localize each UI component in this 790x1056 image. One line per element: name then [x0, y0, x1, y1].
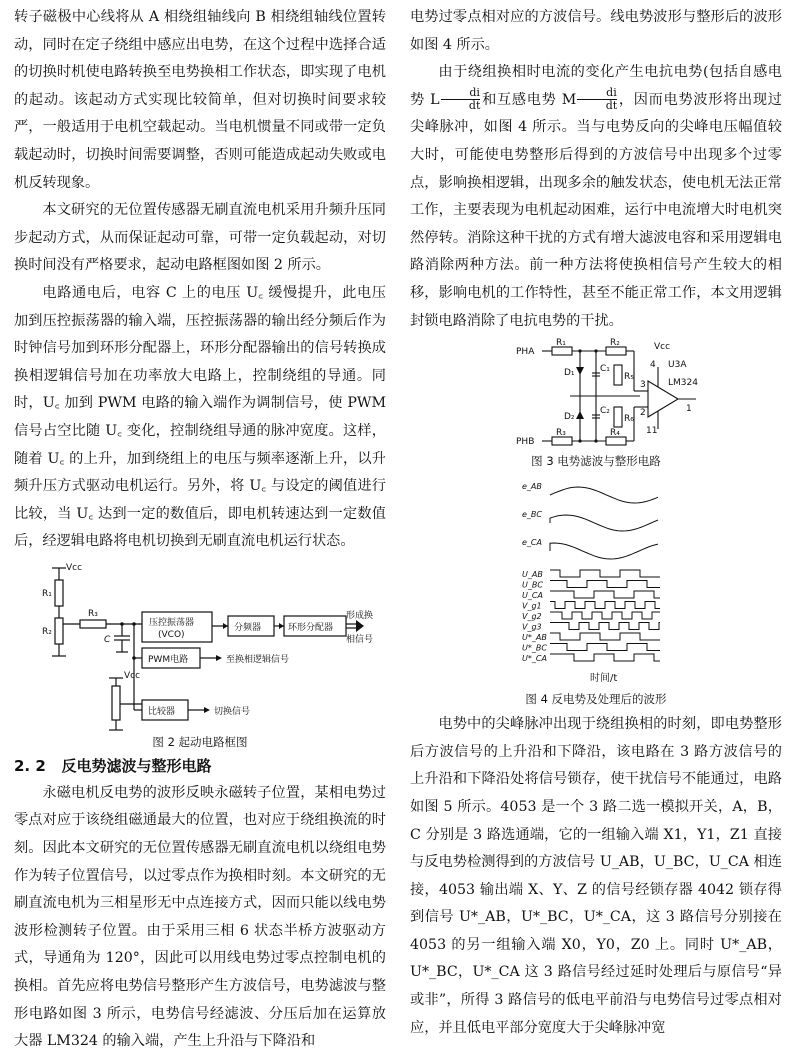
right-column	[410, 4, 782, 1042]
fraction	[441, 87, 481, 112]
waveform-label: U_AB	[522, 570, 543, 580]
time-axis-label: 时间/t	[590, 673, 618, 685]
pin-3-label: 3	[640, 380, 646, 391]
waveform-trace	[550, 654, 660, 661]
waveform-trace	[550, 581, 660, 588]
pin-2-label: 2	[640, 408, 646, 419]
waveform-label: e_AB	[522, 482, 542, 492]
text-run: ，因而电势波形将出现过尖峰脉冲，如图 4 所示。当与电势反向的尖峰电压幅值较大时，可能使电势整形后得到的方波信号中出现多个过零点，影响换相逻辑，出现多余的触发状态，使电机无法正常工作，主要表现为电机起动困难，运行中电流增大时电机突然停转。消除这种干扰的方式有增大滤波电容和采用逻辑电路消除两种方法。前一种方法将使换相信号产生较大的相移，影响电机的工作特性，甚至不能正常工作，本文用逻辑封锁电路消除了电抗电势的干扰。	[410, 91, 782, 329]
section-title: 反电势滤波与整形电路	[61, 756, 212, 775]
vco-sub-label: (VCO)	[158, 629, 185, 640]
comparator-label: 比较器	[148, 706, 176, 717]
fraction-numerator: di	[441, 87, 481, 100]
waveform-trace	[550, 623, 660, 630]
r4-label: R₄	[610, 428, 620, 439]
figure-4	[410, 475, 782, 711]
output-label-line2: 相信号	[346, 634, 374, 645]
paragraph: 电势中的尖峰脉冲出现于绕组换相的时刻，即电势整形后方波信号的上升沿和下降沿，该电路在 3 路方波信号的上升沿和下降沿处将信号锁存，使干扰信号不能通过，电路如图 5 所示。4053 是一个 3 路二选一模拟开关，A，B，C 分别是 3 路选通端，它的一组输入端 X1，Y1，Z1 直接与反电势检测得到的方波信号 U_AB，U_BC，U_CA 相连接，4053 输出端 X、Y、Z 的信号经锁存器 4042 锁存得到信号 U*_AB，U*_BC，U*_CA，这 3 路信号分别接在 4053 的另一组输入端 X0，Y0，Z0 上。同时 U*_AB，U*_BC，U*_CA 这 3 路信号经过延时处理后与原信号“异或非”，所得 3 路信号的低电平前沿与电势信号过零点相对应，并且低电平部分宽度大于尖峰脉冲宽	[410, 716, 782, 1036]
vco-label: 压控振荡器	[149, 617, 195, 628]
vcc2-label: Vcc	[124, 670, 141, 681]
r1-label: R₁	[42, 588, 52, 599]
waveform-label: U_BC	[522, 580, 543, 590]
figure-3-caption: 图 3 电势滤波与整形电路	[531, 454, 661, 469]
waveform-trace	[550, 591, 660, 598]
paragraph: 本文研究的无位置传感器无刷直流电机采用升频升压同步起动方式，从而保证起动可靠，可带一定负载起动，对切换时间没有严格要求，起动电路框图如图 2 所示。	[14, 202, 386, 274]
filter-shaping-circuit	[410, 337, 782, 455]
paragraph: 转子磁极中心线将从 A 相绕组轴线向 B 相绕组轴线位置转动，同时在定子绕组中感应出电势，在这个过程中选择合适的切换时机使电路转换至电势换相工作状态，即实现了电机的起动。该起动方式实现比较简单，但对切换时间要求较严，一般适用于电机空载起动。当电机惯量不同或带一定负载起动时，切换时间需要调整，否则可能造成起动失败或电机反转现象。	[14, 9, 386, 191]
waveform-plot	[410, 475, 782, 685]
waveform-label: U*_BC	[522, 643, 547, 653]
waveform-label: e_BC	[522, 510, 542, 520]
chip-label: U3A	[668, 360, 687, 371]
waveform-label: e_CA	[522, 538, 542, 548]
paragraph: 电路通电后，电容 C 上的电压 U꜀ 缓慢提升，此电压加到压控振荡器的输入端，压控振荡器的输出经分频后作为时钟信号加到环形分配器上，环形分配器输出的信号转换成换相逻辑信号加在功率放大电路上，控制绕组的导通。同时，U꜀ 加到 PWM 电路的输入端作为调制信号，使 PWM 信号占空比随 U꜀ 变化，控制绕组导通的脉冲宽度。这样，随着 U꜀ 的上升，加到绕组上的电压与频率逐渐上升，以升频升压方式驱动电机运行。另外，将 U꜀ 与设定的阈值进行比较，当 U꜀ 达到一定的数值后，即电机转速达到一定数值后，经逻辑电路将电机切换到无刷直流电机运行状态。	[14, 284, 386, 550]
vcc-label: Vcc	[654, 342, 671, 353]
waveform-label: V_g1	[522, 601, 542, 611]
waveform-label: U_CA	[522, 591, 543, 601]
waveform-trace	[550, 515, 658, 531]
figure-4-caption: 图 4 反电势及处理后的波形	[525, 692, 667, 707]
output-label-line1: 形成换	[346, 610, 374, 621]
waveform-trace	[550, 543, 658, 559]
startup-circuit-diagram	[14, 560, 386, 736]
fraction	[577, 87, 617, 112]
ring-distributor-label: 环形分配器	[288, 622, 334, 633]
r6-label: R₆	[624, 414, 634, 425]
waveform-trace	[550, 633, 660, 640]
d1-label: D₁	[564, 368, 575, 379]
waveform-trace	[550, 644, 660, 651]
waveform-label: V_g3	[522, 622, 542, 632]
paragraph: 电势过零点相对应的方波信号。线电势波形与整形后的波形如图 4 所示。	[410, 9, 782, 53]
comparator-output-label: 切换信号	[214, 706, 251, 717]
waveform-label: U*_CA	[522, 654, 547, 664]
r2-label: R₂	[610, 338, 620, 349]
section-number: 2. 2	[14, 756, 46, 775]
r1-label: R₁	[556, 338, 566, 349]
waveform-label: V_g2	[522, 612, 542, 622]
waveform-label: U*_AB	[522, 633, 547, 643]
r5-label: R₅	[624, 372, 634, 383]
pwm-label: PWM电路	[148, 654, 189, 665]
r3-label: R₃	[88, 608, 98, 619]
divider-label: 分频器	[234, 622, 262, 633]
opamp-label: LM324	[668, 378, 698, 389]
left-column	[14, 4, 386, 1056]
waveform-trace	[550, 612, 660, 619]
fraction-numerator: di	[577, 87, 617, 100]
waveform-trace	[550, 487, 658, 503]
r3-label: R₃	[556, 428, 566, 439]
waveform-trace	[550, 602, 660, 609]
pin-1-label: 1	[686, 404, 692, 415]
capacitor-label: C	[104, 634, 111, 645]
paragraph	[410, 59, 782, 335]
figure-2	[14, 556, 386, 752]
text-run: 由于绕组换相时电流的变化产生电抗电势(包括自感电势 L	[410, 64, 782, 108]
section-heading	[14, 752, 386, 780]
pwm-output-label: 至换相逻辑信号	[226, 654, 290, 665]
fraction-denominator: dt	[468, 99, 481, 113]
vcc-label: Vcc	[66, 562, 83, 573]
text-run: 和互感电势 M	[481, 91, 577, 108]
figure-2-caption: 图 2 起动电路框图	[152, 734, 248, 749]
figure-3	[410, 335, 782, 475]
waveform-trace	[550, 570, 660, 577]
c1-label: C₁	[600, 364, 610, 375]
fraction-denominator: dt	[605, 99, 618, 113]
r2-label: R₂	[42, 626, 52, 637]
pha-label: PHA	[516, 347, 535, 358]
phb-label: PHB	[516, 437, 535, 448]
paragraph: 永磁电机反电势的波形反映永磁转子位置，某相电势过零点对应于该绕组磁通最大的位置，也对应于绕组换流的时刻。因此本文研究的无位置传感器无刷直流电机以绕组电势作为转子位置信号，以过零点作为换相时刻。本文研究的无刷直流电机为三相星形无中点连接方式，因而只能以线电势波形检测转子位置。由于采用三相 6 状态半桥方波驱动方式，导通角为 120°，因此可以用线电势过零点控制电机的换相。首先应将电势信号整形产生方波信号，电势滤波与整形电路如图 3 所示，电势信号经滤波、分压后加在运算放大器 LM324 的输入端，产生上升沿与下降沿和	[14, 784, 386, 1050]
pin-4-label: 4	[650, 360, 656, 371]
c2-label: C₂	[600, 406, 610, 417]
d2-label: D₂	[564, 412, 575, 423]
pin-11-label: 11	[646, 426, 658, 437]
